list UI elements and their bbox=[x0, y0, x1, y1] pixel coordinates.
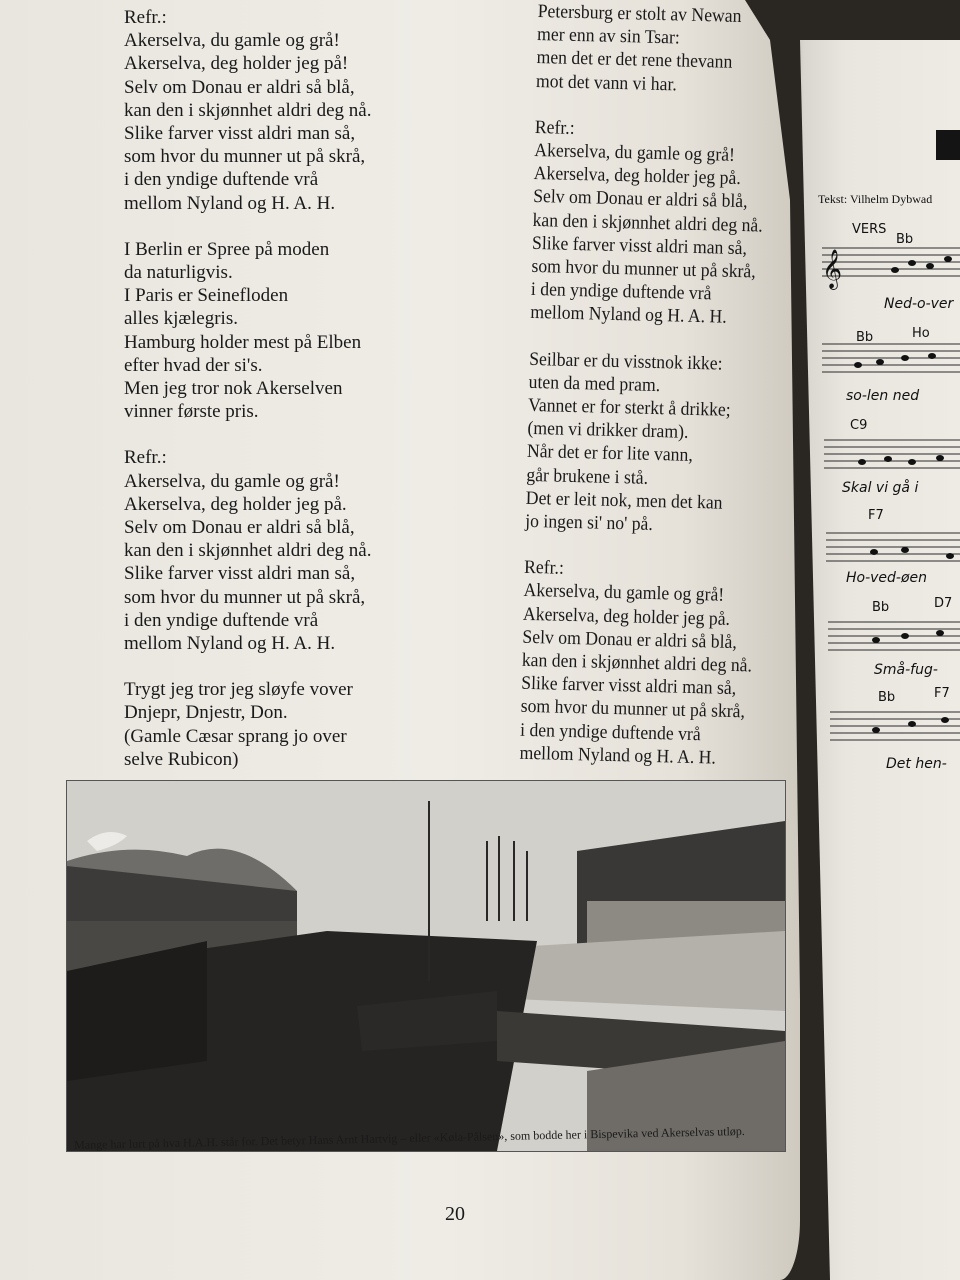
lyric-line: i den yndige duftende vrå bbox=[519, 719, 701, 745]
lyric-line: alles kjælegris. bbox=[124, 308, 238, 330]
lyric-line: som hvor du munner ut på skrå, bbox=[124, 146, 366, 168]
lyric-line: Slike farver visst aldri man så, bbox=[124, 123, 356, 145]
lyric-line: som hvor du munner ut på skrå, bbox=[531, 255, 756, 283]
chord-label: F7 bbox=[934, 686, 950, 701]
lyric-line: mot det vann vi har. bbox=[535, 70, 678, 96]
page-number: 20 bbox=[445, 1203, 465, 1225]
sheet-lyric: Ho-ved-øen bbox=[846, 570, 928, 586]
lyric-line: Slike farver visst aldri man så, bbox=[531, 232, 748, 260]
svg-text:𝄞: 𝄞 bbox=[822, 249, 843, 289]
chord-label: Bb bbox=[896, 232, 914, 247]
lyric-line: Akerselva, du gamle og grå! bbox=[124, 30, 340, 52]
lyric-line: I Paris er Seinefloden bbox=[124, 285, 289, 307]
lyric-line: Selv om Donau er aldri så blå, bbox=[532, 186, 748, 213]
lyric-line: i den yndige duftende vrå bbox=[124, 169, 319, 191]
lyric-line: mellom Nyland og H. A. H. bbox=[519, 742, 717, 769]
chord-label: Bb bbox=[872, 600, 890, 615]
lyric-line: går brukene i stå. bbox=[526, 464, 649, 489]
lyric-line: selve Rubicon) bbox=[124, 748, 239, 770]
lyric-line: i den yndige duftende vrå bbox=[124, 609, 319, 631]
lyric-line: da naturligvis. bbox=[124, 262, 233, 284]
lyric-line: Akerselva, du gamle og grå! bbox=[523, 580, 725, 607]
sheet-lyric: Ned-o-ver bbox=[884, 296, 954, 312]
lyric-line: mellom Nyland og H. A. H. bbox=[124, 633, 336, 655]
lyric-line: Akerselva, deg holder jeg på. bbox=[522, 603, 731, 630]
lyric-line: som hvor du munner ut på skrå, bbox=[520, 696, 746, 723]
chord-label: F7 bbox=[868, 508, 884, 523]
lyric-line: Refr.: bbox=[523, 557, 565, 580]
lyric-line: Slike farver visst aldri man så, bbox=[521, 673, 737, 700]
lyric-line: kan den i skjønnhet aldri deg nå. bbox=[532, 209, 763, 237]
sheet-lyric: Små-fug- bbox=[874, 662, 938, 678]
lyric-line: Akerselva, deg holder jeg på. bbox=[124, 493, 347, 515]
lyric-line: Refr.: bbox=[124, 7, 167, 28]
lyric-line: efter hvad der si's. bbox=[124, 354, 263, 376]
sheet-lyric: Skal vi gå i bbox=[842, 480, 919, 496]
chord-label: Bb bbox=[878, 690, 896, 705]
lyric-line: mer enn av sin Tsar: bbox=[536, 24, 681, 49]
section-label: VERS bbox=[852, 222, 887, 237]
lyric-line: Når det er for lite vann, bbox=[526, 441, 693, 467]
lyric-line: Vannet er for sterkt å drikke; bbox=[527, 394, 731, 421]
lyric-line: (men vi drikker dram). bbox=[527, 418, 689, 444]
lyric-line: Akerselva, deg holder jeg på! bbox=[124, 53, 349, 75]
chord-label: Bb bbox=[856, 330, 874, 345]
lyric-line: I Berlin er Spree på moden bbox=[124, 238, 330, 260]
lyric-line: vinner første pris. bbox=[124, 401, 259, 423]
chord-label: D7 bbox=[934, 596, 953, 611]
lyric-line: mellom Nyland og H. A. H. bbox=[530, 302, 727, 329]
lyric-line: Trygt jeg tror jeg sløyfe vover bbox=[124, 679, 353, 701]
lyricist-credit: Tekst: Vilhelm Dybwad bbox=[818, 192, 933, 206]
sheet-lyric: Det hen- bbox=[886, 756, 947, 772]
lyric-line: kan den i skjønnhet aldri deg nå. bbox=[124, 540, 372, 562]
lyric-line: Akerselva, du gamle og grå! bbox=[124, 470, 340, 492]
lyric-line: men det er det rene thevann bbox=[536, 47, 733, 74]
lyric-line: Selv om Donau er aldri så blå, bbox=[124, 517, 355, 539]
lyric-line: Hamburg holder mest på Elben bbox=[124, 331, 362, 353]
lyric-line: kan den i skjønnhet aldri deg nå. bbox=[521, 649, 753, 677]
lyric-line: Det er leit nok, men det kan bbox=[525, 487, 723, 514]
lyric-line: kan den i skjønnhet aldri deg nå. bbox=[124, 99, 372, 121]
lyric-line: Dnjepr, Dnjestr, Don. bbox=[124, 702, 288, 724]
lyric-line: Men jeg tror nok Akerselven bbox=[124, 378, 343, 400]
lyric-line: (Gamle Cæsar sprang jo over bbox=[124, 725, 347, 747]
lyric-line: Selv om Donau er aldri så blå, bbox=[124, 76, 355, 98]
photo-caption: Mange har lurt på hva H.A.H. står for. Det betyr Hans Arnt Hartvig – eller «Køla-Pålsen», som bodde her i Bispevika ved Akerselvas utløp. bbox=[74, 1123, 746, 1152]
lyric-line: Seilbar er du visstnok ikke: bbox=[528, 348, 723, 375]
lyric-line: uten da med pram. bbox=[528, 371, 661, 396]
lyric-line: Petersburg er stolt av Newan bbox=[537, 0, 742, 27]
lyric-line: Refr.: bbox=[124, 447, 167, 469]
lyric-line: Slike farver visst aldri man så, bbox=[124, 563, 356, 585]
sheet-lyric: so-len ned bbox=[846, 388, 920, 404]
lyric-line: Akerselva, du gamle og grå! bbox=[534, 139, 736, 166]
lyric-line: mellom Nyland og H. A. H. bbox=[124, 192, 336, 214]
lyric-line: i den yndige duftende vrå bbox=[530, 279, 712, 305]
chord-label: Ho bbox=[912, 326, 930, 341]
lyric-line: som hvor du munner ut på skrå, bbox=[124, 586, 366, 608]
lyric-line: Akerselva, deg holder jeg på. bbox=[533, 163, 742, 190]
lyric-line: Selv om Donau er aldri så blå, bbox=[522, 626, 738, 653]
chord-label: C9 bbox=[850, 418, 868, 433]
lyric-line: Refr.: bbox=[534, 116, 575, 139]
lyric-line: jo ingen si' no' på. bbox=[525, 510, 654, 536]
